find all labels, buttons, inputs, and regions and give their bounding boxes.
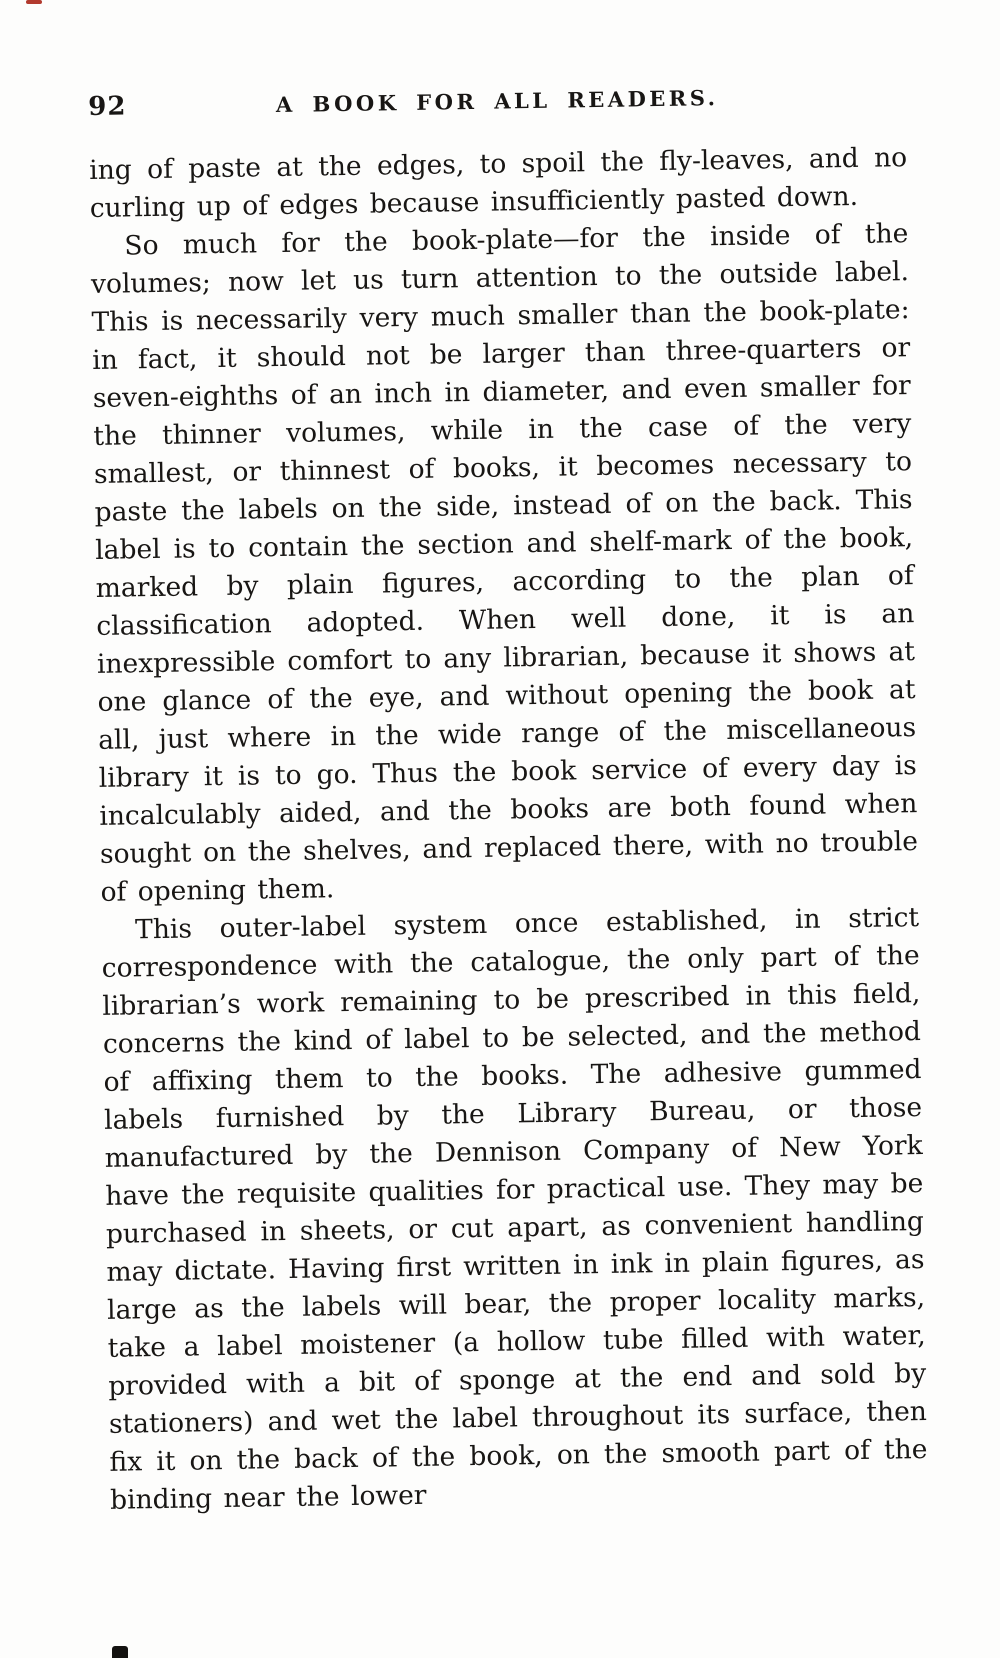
page-number: 92 [88,91,127,122]
running-header-title: A BOOK FOR ALL READERS. [275,85,719,118]
body-text [89,139,928,1520]
scan-artifact-black-speck [112,1646,128,1658]
page-content [88,79,928,1520]
paragraph: So much for the book-plate—for the inside of the volumes; now let us turn attention to the outside label. This is necessarily very much smaller than the book-plate: in fact, it should not be larger than three-quarters or seven-eighths of an inch in diameter, and even smaller for the thinner volumes, while in the case of the very smallest, or thinnest of books, it becomes necessary to paste the labels on the side, instead of on the back. This label is to contain the section and shelf-mark of the book, marked by plain figures, according to the plan of classification adopted. When well done, it is an inexpressible comfort to any librarian, because it shows at one glance of the eye, and without opening the book at all, just where in the wide range of the miscellaneous library it is to go. Thus the book service of every day is incalculably aided, and the books are both found when sought on the shelves, and replaced there, with no trouble of opening them. [90,218,919,908]
scan-artifact-red-mark [26,0,42,4]
paragraph: This outer-label system once established, in strict correspondence with the catalogue, the only part of the librarian’s work remaining to be prescribed in this field, concerns the kind of label to be selected, and the method of affixing them to the books. The adhesive gummed labels furnished by the Library Bureau, or those manufactured by the Dennison Company of New York have the requisite qualities for practical use. They may be purchased in sheets, or cut apart, as convenient handling may dictate. Having first written in ink in plain figures, as large as the labels will bear, the proper locality marks, take a label moistener (a hollow tube filled with water, provided with a bit of sponge at the end and sold by stationers) and wet the label throughout its surface, then fix it on the back of the book, on the smooth part of the binding near the lower [101,902,928,1516]
running-header [88,79,906,126]
paragraph: ing of paste at the edges, to spoil the fly-leaves, and no curling up of edges because insufficiently pasted down. [88,142,908,224]
